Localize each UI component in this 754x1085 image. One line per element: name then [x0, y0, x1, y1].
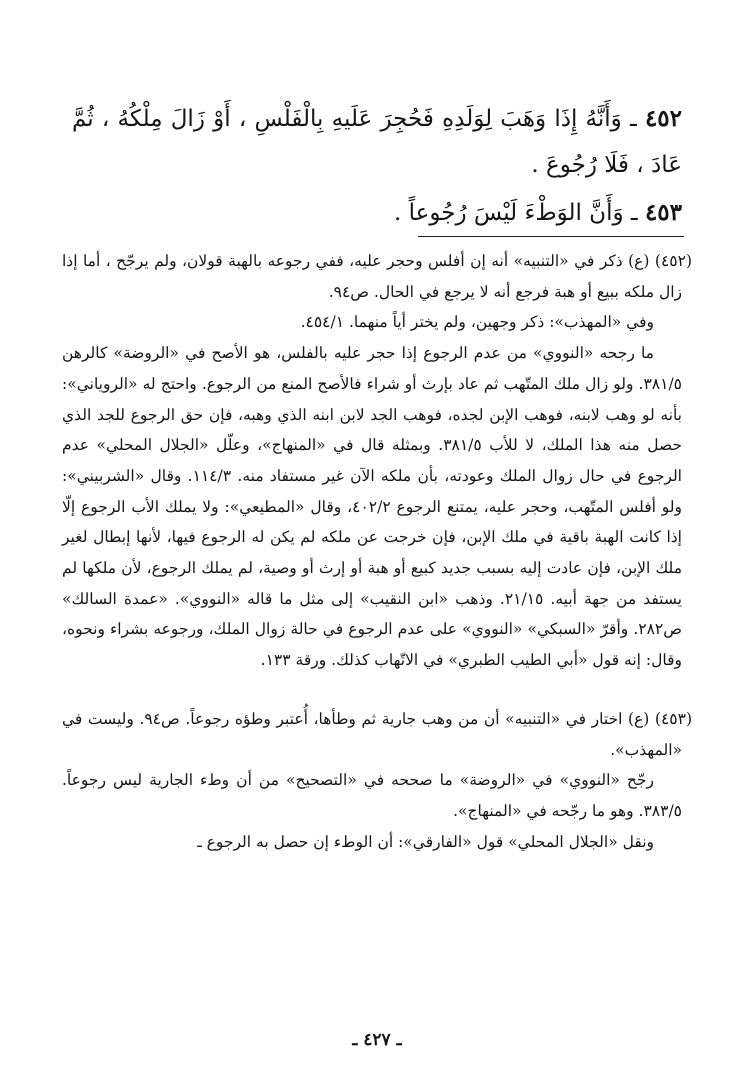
- page-number: ـ ٤٢٧ ـ: [352, 1030, 402, 1050]
- footnote-453: [62, 704, 692, 858]
- footnote-divider: [418, 236, 684, 237]
- footnote-paragraph: وفي «المهذب»: ذكر وجهين، ولم يختر أياً منهما. ٤٥٤/١.: [300, 313, 654, 332]
- footnote-paragraph: ونقل «الجلال المحلي» قول «الفارقي»: أن الوطء إن حصل به الرجوع ـ: [197, 832, 654, 851]
- footnote-paragraph: رجّح «النووي» في «الروضة» ما صححه في «التصحيح» من أن وطء الجارية ليس رجوعاً. ٣٨٣/٥. وهو ما رجّحه في «المنهاج».: [62, 771, 682, 820]
- matn-entry-452: [72, 96, 682, 188]
- entry-number: ٤٥٢: [644, 105, 683, 132]
- footnote-paragraph: ما رجحه «النووي» من عدم الرجوع إذا حجر عليه بالفلس، هو الأصح في «الروضة» كالرهن ٣٨١/٥. ولو زال ملك المتّهب ثم عاد بإرث أو شراء فالأصح المنع من الرجوع. واحتج له «الروياني»: بأنه لو وهب لابنه، فوهب الإبن لجده، فوهب الجد لابن ابنه الذي وهبه، فإن حق الرجوع للجد الذي حصل منه هذا الملك، لا للأب ٣٨١/٥. وبمثله قال في «المنهاج»، وعلّل «الجلال المحلي» عدم الرجوع في حال زوال الملك وعودته، بأن ملكه الآن غير مستفاد منه. ١١٤/٣. وقال «الشربيني»: ولو أفلس المتّهب، وحجر عليه، يمتنع الرجوع ٤٠٢/٢، وقال «المطيعي»: ولا يملك الأب الرجوع إلّا إذا كانت الهبة باقية في ملك الإبن، فإن خرجت عن ملكه لم يكن له الرجوع فيها، لأنها إبطال لغير ملك الإبن، فإن عادت إليه بسبب جديد كبيع أو هبة أو إرث أو وصية، لم يملك الرجوع، لأن ملكها لم يستفد من جهة أبيه. ٢١/١٥. وذهب «ابن النقيب» إلى مثل ما قاله «النووي». «عمدة السالك» ص٢٨٢. وأقرّ «السبكي» «النووي» على عدم الرجوع في حالة زوال الملك، ورجوعه بشراء ونحوه، وقال: إنه قول «أبي الطيب الطبري» في الاتّهاب كذلك. ورقة ١٣٣.: [62, 344, 683, 670]
- footnote-paragraph: (٤٥٣) (ع) اختار في «التنبيه» أن من وهب جارية ثم وطأها، أُعتبر وطؤه رجوعاً. ص٩٤. وليست في «المهذب».: [62, 709, 692, 759]
- footnotes: [62, 246, 692, 857]
- matn-entry-453: [72, 190, 682, 236]
- entry-text: ـ وَأَنَّ الوَطْءَ لَيْسَ رُجُوعاً .: [394, 200, 638, 226]
- main-text: [72, 96, 682, 238]
- entry-text: ـ وَأَنَّهُ إِذَا وَهَبَ لِوَلَدِهِ فَحُجِرَ عَلَيهِ بِالْفَلْسِ ، أَوْ زَالَ مِلْكُهُ ، ثُمَّ عَادَ ، فَلَا رُجُوعَ .: [72, 106, 682, 178]
- footnote-paragraph: (٤٥٢) (ع) ذكر في «التنبيه» أنه إن أفلس وحجر عليه، ففي رجوعه بالهبة قولان، ولم يرجّح ، أما إذا زال ملكه ببيع أو هبة فرجع أنه لا يرجع في الحال. ص٩٤.: [62, 252, 692, 301]
- entry-number: ٤٥٣: [644, 199, 682, 226]
- footnote-452: [62, 246, 692, 676]
